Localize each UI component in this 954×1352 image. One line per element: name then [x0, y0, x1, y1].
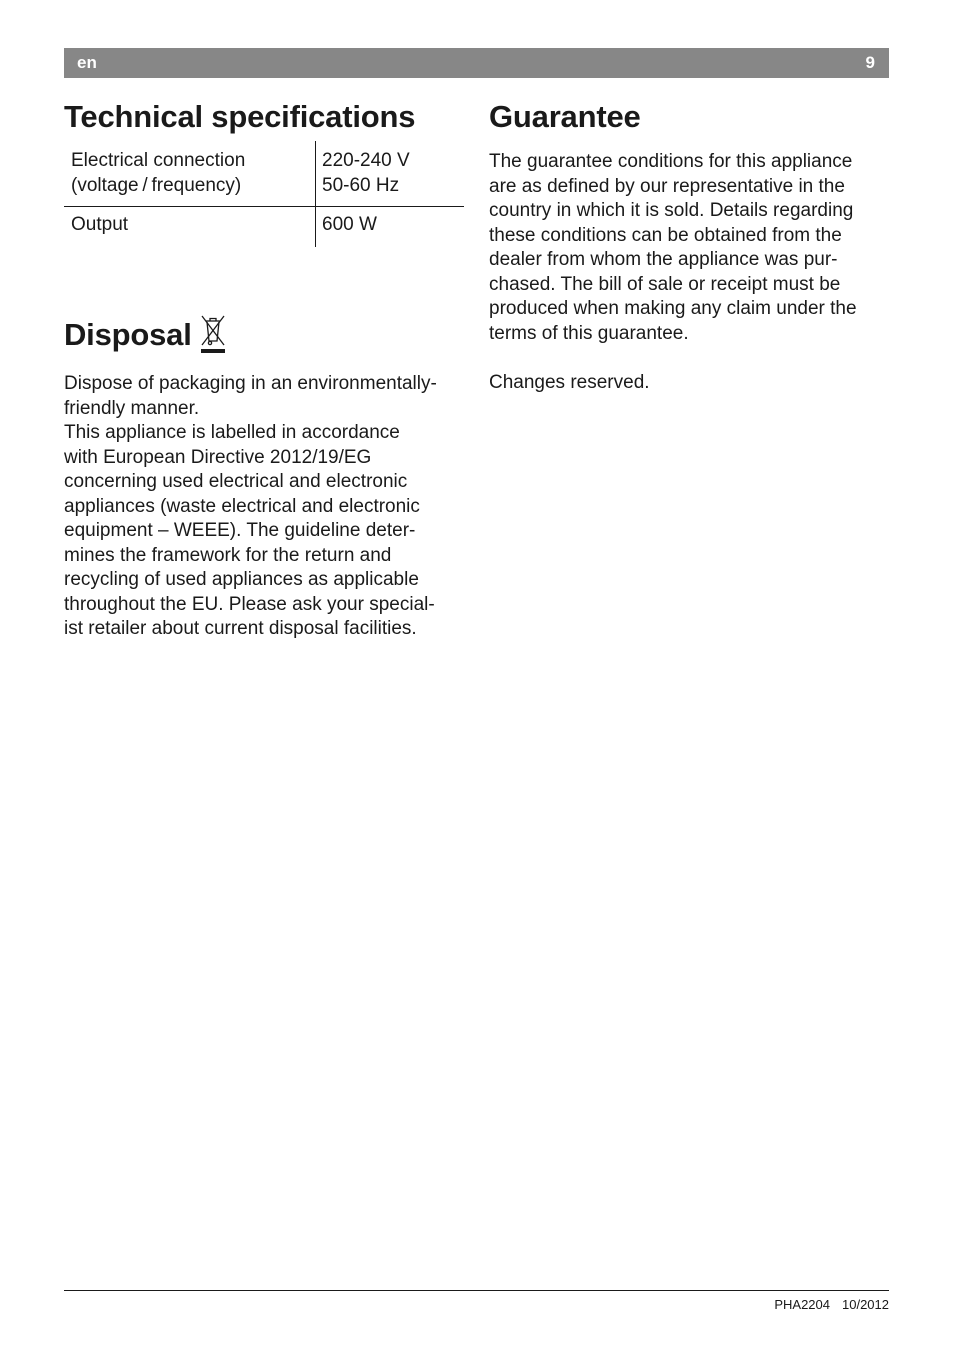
page-header-bar — [64, 48, 889, 78]
page-number: 9 — [865, 53, 875, 72]
spec-value: 600 W — [322, 214, 377, 235]
disposal-heading — [64, 312, 228, 353]
guarantee-heading: Guarantee — [489, 99, 641, 134]
spec-label: Output — [64, 207, 316, 247]
crossed-out-wheelie-bin-icon — [198, 312, 228, 356]
disposal-paragraph: Dispose of packaging in an environmentally- friendly manner. This appliance is labelled in accordance with European Directive 2012/19/EG concerning used electrical and electronic appliances (waste electrical and electronic equipment – WEEE). The guideline deter- mines the framework for the return and recycling of used appliances as applicable throughout the EU. Please ask your special- ist retailer about current disposal facilities. — [64, 373, 437, 639]
disposal-title: Disposal — [64, 317, 192, 352]
technical-specifications-heading: Technical specifications — [64, 99, 416, 134]
changes-reserved-text: Changes reserved. — [489, 372, 650, 393]
model-number: PHA2204 — [774, 1297, 830, 1312]
print-date: 10/2012 — [842, 1297, 889, 1312]
spec-row-output — [64, 207, 464, 247]
spec-table — [64, 141, 464, 247]
guarantee-paragraph: The guarantee conditions for this appliance are as defined by our representative in the country in which it is sold. Details regarding these conditions can be obtained from the dealer from whom the appliance was pur- chased. The bill of sale or receipt must be produced when making any claim under the terms of this guarantee. — [489, 151, 857, 344]
language-code: en — [77, 53, 97, 72]
spec-value: 220-240 V 50-60 Hz — [322, 150, 410, 196]
spec-row-electrical — [64, 141, 464, 207]
footer-info — [774, 1297, 889, 1312]
footer-divider — [64, 1290, 889, 1291]
spec-label: Electrical connection (voltage / frequency) — [64, 141, 316, 206]
